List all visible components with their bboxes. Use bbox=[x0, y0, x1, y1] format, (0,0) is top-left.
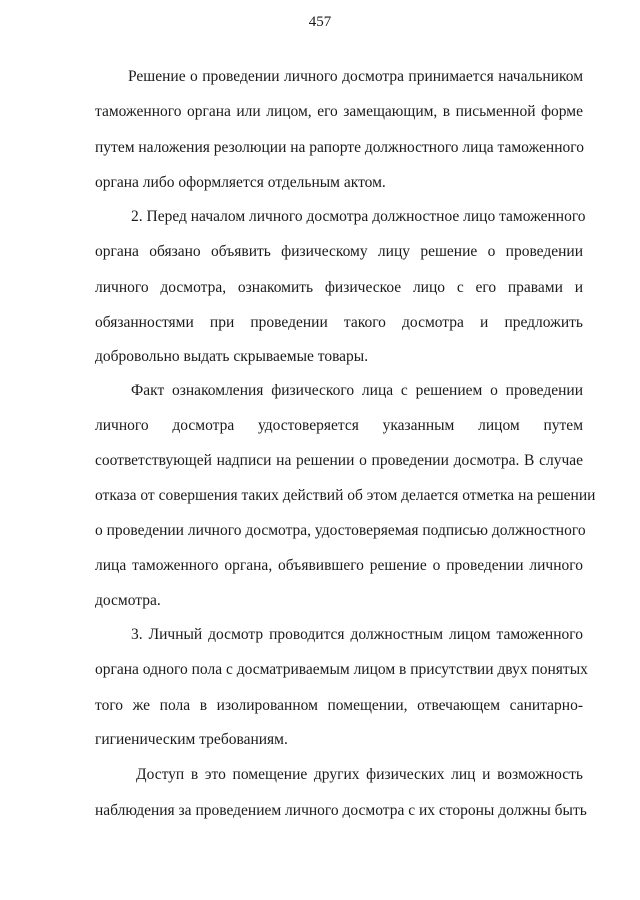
paragraph-line: обязанностями при проведении такого досмотра и предложить bbox=[95, 314, 583, 331]
paragraph-line: личного досмотра, ознакомить физическое лицо с его правами и bbox=[95, 279, 583, 296]
paragraph-line: Решение о проведении личного досмотра принимается начальником bbox=[128, 68, 583, 85]
paragraph-line: органа либо оформляется отдельным актом. bbox=[95, 174, 386, 191]
page-number: 457 bbox=[308, 14, 332, 30]
paragraph-line: органа одного пола с досматриваемым лицом в присутствии двух понятых bbox=[95, 661, 588, 678]
paragraph-line: Факт ознакомления физического лица с решением о проведении bbox=[131, 382, 583, 399]
paragraph-line: того же пола в изолированном помещении, отвечающем санитарно- bbox=[95, 697, 583, 714]
paragraph-line: путем наложения резолюции на рапорте должностного лица таможенного bbox=[95, 139, 584, 156]
paragraph-line: органа обязано объявить физическому лицу решение о проведении bbox=[95, 243, 583, 260]
paragraph-line: соответствующей надписи на решении о проведении досмотра. В случае bbox=[95, 452, 583, 469]
paragraph-line: личного досмотра удостоверяется указанным лицом путем bbox=[95, 417, 583, 434]
paragraph-line: 3. Личный досмотр проводится должностным лицом таможенного bbox=[131, 626, 583, 643]
paragraph-line: о проведении личного досмотра, удостоверяемая подписью должностного bbox=[95, 522, 586, 539]
paragraph-line: Доступ в это помещение других физических лиц и возможность bbox=[136, 766, 583, 783]
paragraph-line: добровольно выдать скрываемые товары. bbox=[95, 348, 369, 365]
paragraph-line: лица таможенного органа, объявившего решение о проведении личного bbox=[95, 557, 583, 574]
paragraph-line: таможенного органа или лицом, его замещающим, в письменной форме bbox=[95, 103, 583, 120]
paragraph-line: досмотра. bbox=[95, 592, 161, 609]
paragraph-line: отказа от совершения таких действий об этом делается отметка на решении bbox=[95, 487, 596, 504]
paragraph-line: 2. Перед началом личного досмотра должностное лицо таможенного bbox=[131, 208, 586, 225]
paragraph-line: гигиеническим требованиям. bbox=[95, 731, 288, 748]
paragraph-line: наблюдения за проведением личного досмотра с их стороны должны быть bbox=[95, 802, 587, 819]
